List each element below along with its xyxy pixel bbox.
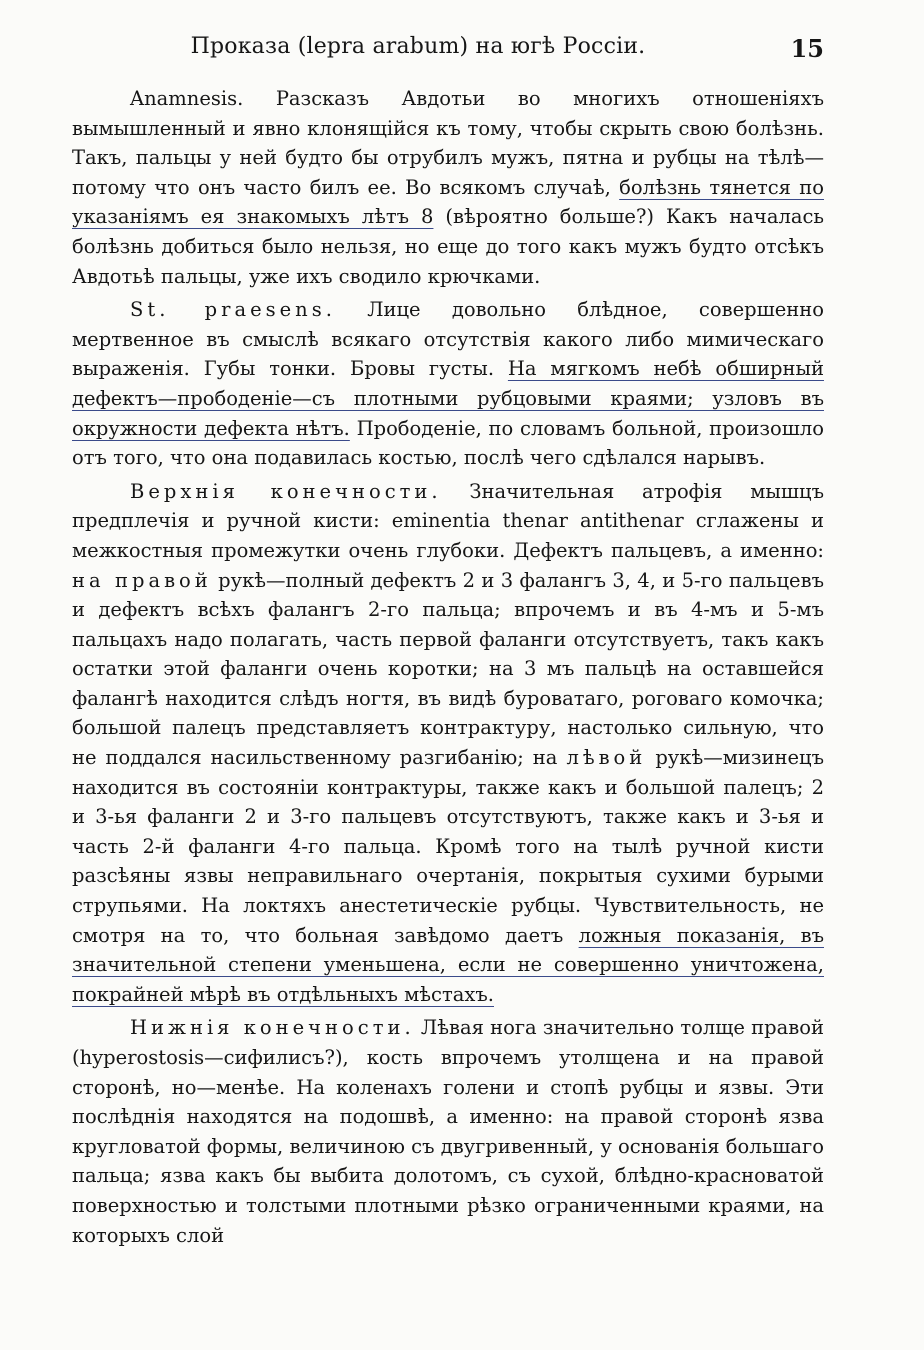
running-head	[72, 34, 824, 66]
text-segment: Лѣвая нога значительно толще правой (hyperostosis—сифилисъ?), кость впрочемъ утолщена и на правой сторонѣ, но—менѣе. На коленахъ голени и стопѣ рубцы и язвы. Эти послѣднія находятся на подошвѣ, а именно: на правой сторонѣ язва кругловатой формы, величиною съ двугривенный, у основанія большаго пальца; язва какъ бы выбита долотомъ, съ сухой, блѣдно-красноватой поверхностью и толстыми плотными рѣзко ограниченными краями, на которыхъ слой	[72, 1016, 824, 1247]
paragraph-upper-limbs	[72, 477, 824, 1010]
paragraph-lead-status-praesens: St. praesens.	[130, 298, 336, 322]
text-segment: (вѣроятно больше?) Какъ началась болѣзнь добиться было нельзя, но еще до того какъ мужъ будто отсѣкъ Авдотьѣ пальцы, уже ихъ сводило крючками.	[72, 205, 824, 288]
underlined-passage: ложныя показанія, въ значительной степени уменьшена, если не совершенно уничтожена, покрайней мѣрѣ въ отдѣльныхъ мѣстахъ.	[72, 923, 824, 1006]
paragraph-lead-anamnesis: Anamnesis.	[130, 87, 244, 110]
paragraph-lower-limbs	[72, 1013, 824, 1250]
paragraph-lead-upper-limbs: Верхнія конечности.	[130, 479, 442, 503]
text-segment: рукѣ—полный дефектъ 2 и 3 фалангъ 3, 4, и 5-го пальцевъ и дефектъ всѣхъ фалангъ 2-го пальца; впрочемъ и въ 4-мъ и 5-мъ пальцахъ надо полагать, часть первой фаланги отсутствуетъ, такъ какъ остатки этой фаланги очень коротки; на 3 мъ пальцѣ на оставшейся фалангѣ находится слѣдъ ногтя, въ видѣ буроватаго, роговаго комочка; большой палецъ представляетъ контрактуру, настолько сильную, что не поддался насильственному разгибанію; на	[72, 568, 824, 770]
spaced-emphasis: лѣвой	[566, 746, 647, 770]
page-number: 15	[790, 34, 824, 63]
underlined-passage: болѣзнь тянется по указаніямъ ея знакомыхъ лѣтъ 8	[72, 175, 825, 229]
paragraph-lead-lower-limbs: Нижнія конечности.	[130, 1016, 415, 1040]
underlined-passage: На мягкомъ небѣ обширный дефектъ—прободеніе—съ плотными рубцовыми краями; узловъ въ окружности дефекта нѣтъ.	[72, 357, 824, 440]
body-text	[72, 84, 824, 1254]
text-segment: Прободеніе, по словамъ больной, произошло отъ того, что она подавилась костью, послѣ чего сдѣлался нарывъ.	[72, 416, 824, 470]
paragraph-anamnesis	[72, 84, 824, 291]
spaced-emphasis: на правой	[72, 568, 212, 592]
paragraph-status-praesens	[72, 295, 824, 473]
text-segment: Лице довольно блѣдное, совершенно мертвенное въ смыслѣ всякаго отсутствія какого либо мимическаго выраженія. Губы тонки. Бровы густы.	[72, 298, 824, 381]
text-segment: рукѣ—мизинецъ находится въ состояніи контрактуры, также какъ и большой палецъ; 2 и 3-ья фаланги 2 и 3-го пальцевъ отсутствуютъ, также какъ и 3-ья и часть 2-й фаланги 4-го пальца. Кромѣ того на тылѣ ручной кисти разсѣяны язвы неправильнаго очертанія, покрытыя сухими бурыми струпьями. На локтяхъ анестетическіе рубцы. Чувствительность, не смотря на то, что больная завѣдомо даетъ	[72, 746, 825, 947]
running-title: Проказа (lepra arabum) на югѣ Россіи.	[190, 34, 646, 59]
text-segment: Разсказъ Авдотьи во многихъ отношеніяхъ вымышленный и явно клонящійся къ тому, чтобы скрыть свою болѣзнь. Такъ, пальцы у ней будто бы отрубилъ мужъ, пятна и рубцы на тѣлѣ—потому что онъ часто билъ ее. Во всякомъ случаѣ,	[72, 87, 824, 199]
text-segment: Значительная атрофія мышцъ предплечія и ручной кисти: eminentia thenar antithenar сглажены и межкостныя промежутки очень глубоки. Дефектъ пальцевъ, а именно:	[72, 479, 824, 562]
